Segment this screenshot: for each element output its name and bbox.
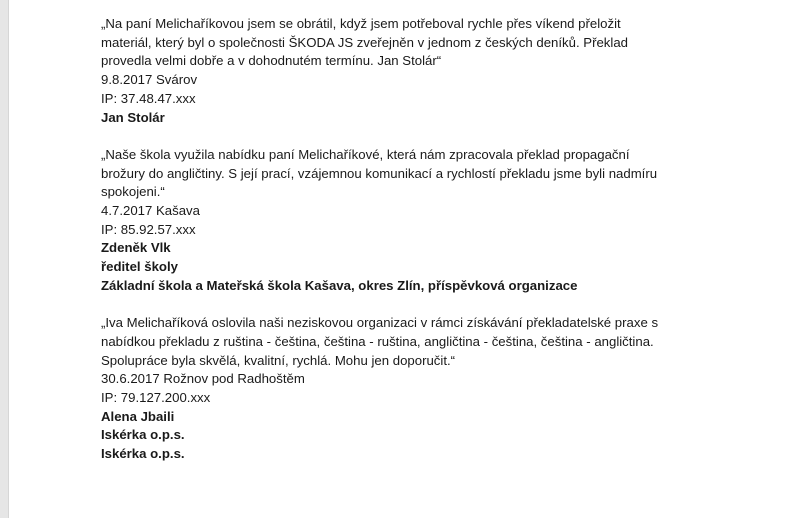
quote-line: Spolupráce byla skvělá, kvalitní, rychlá. Mohu jen doporučit.“	[101, 352, 456, 368]
testimonial-date-place: 4.7.2017 Kašava	[101, 203, 200, 219]
testimonial-date-place: 9.8.2017 Svárov	[101, 72, 198, 88]
testimonial-quote	[101, 15, 701, 71]
quote-line: „Na paní Melichaříkovou jsem se obrátil, když jsem potřeboval rychle přes víkend přeložit	[101, 16, 621, 31]
testimonial-author: Jan Stolár	[101, 109, 165, 125]
quote-line: „Iva Melichaříková oslovila naši neziskovou organizaci v rámci získávání překladatelské praxe s	[101, 315, 659, 331]
quote-line: „Naše škola využila nabídku paní Melichaříkové, která nám zpracovala překlad propagační	[101, 146, 630, 162]
quote-line: provedla velmi dobře a v dohodnutém termínu. Jan Stolár“	[101, 53, 442, 69]
testimonial-author: Alena Jbaili	[101, 408, 175, 424]
document-body[interactable]	[101, 15, 701, 483]
testimonial-author-title: ředitel školy	[101, 259, 178, 275]
left-margin-gutter	[0, 0, 9, 518]
quote-line: nabídkou překladu z ruština - čeština, čeština - ruština, angličtina - čeština, čeština - angličtina.	[101, 333, 654, 349]
testimonial-quote	[101, 314, 701, 370]
testimonial-3	[101, 314, 701, 464]
testimonial-ip: IP: 79.127.200.xxx	[101, 390, 211, 406]
testimonial-author-organization: Iskérka o.p.s.	[101, 427, 185, 443]
testimonial-1	[101, 15, 701, 127]
testimonial-quote	[101, 146, 701, 202]
testimonial-date-place: 30.6.2017 Rožnov pod Radhoštěm	[101, 371, 305, 387]
testimonial-2	[101, 146, 701, 296]
testimonial-author-organization: Základní škola a Mateřská škola Kašava, okres Zlín, příspěvková organizace	[101, 277, 578, 293]
quote-line: materiál, který byl o společnosti ŠKODA JS zveřejněn v jednom z českých deníků. Překlad	[101, 34, 629, 50]
testimonial-author-organization: Iskérka o.p.s.	[101, 446, 185, 462]
quote-line: brožury do angličtiny. S její prací, vzájemnou komunikací a rychlostí překladu jsme byli nadmíru	[101, 165, 658, 181]
testimonial-ip: IP: 85.92.57.xxx	[101, 221, 196, 237]
quote-line: spokojeni.“	[101, 184, 165, 200]
testimonial-author: Zdeněk Vlk	[101, 240, 171, 256]
testimonial-ip: IP: 37.48.47.xxx	[101, 90, 196, 106]
